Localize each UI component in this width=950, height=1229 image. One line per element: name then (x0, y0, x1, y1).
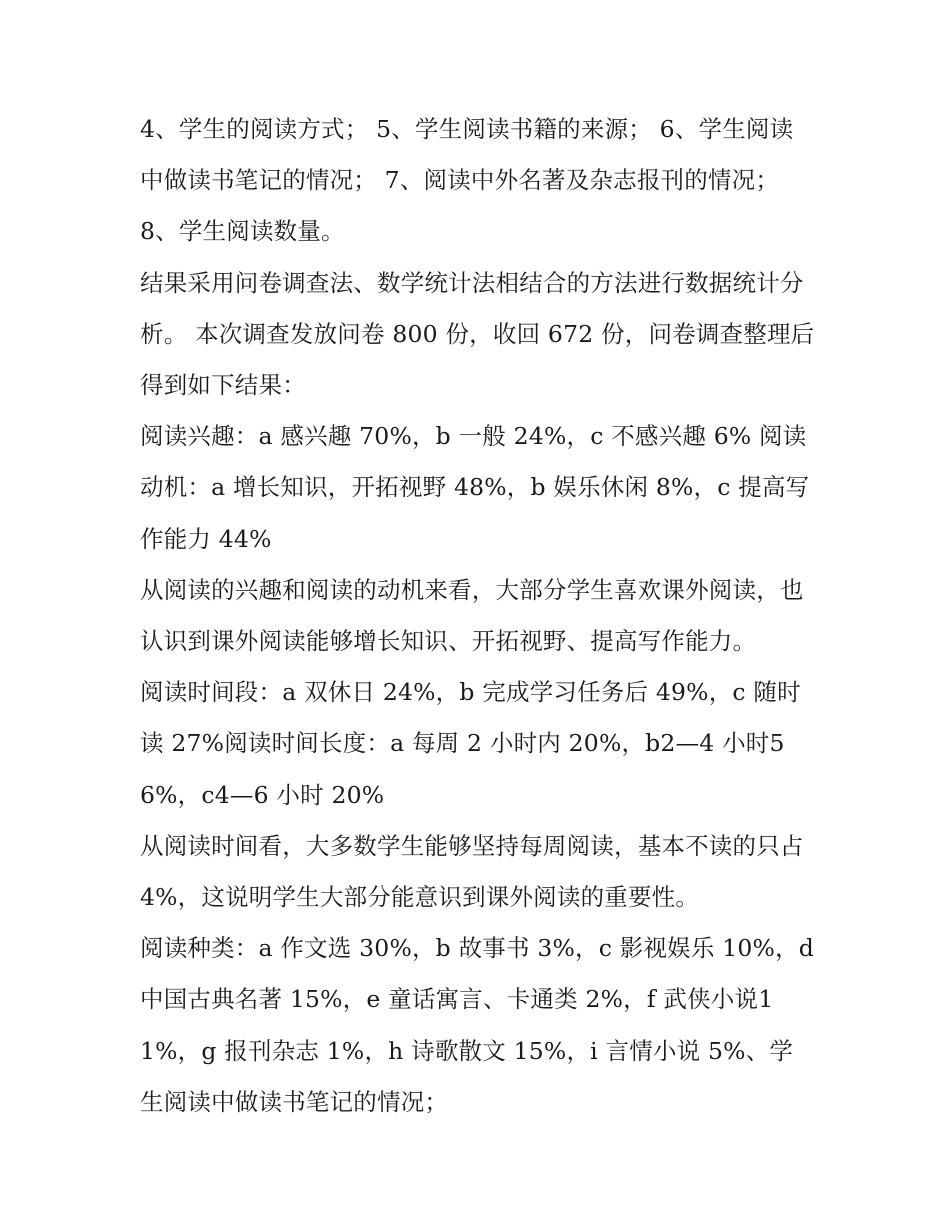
paragraph-reading-types: 阅读种类：a 作文选 30%，b 故事书 3%，c 影视娱乐 10%，d中国古典名著 15%，e 童话寓言、卡通类 2%，f 武侠小说11%，g 报刊杂志 1%，h 诗歌散文 15%，i 言情小说 5%、学生阅读中做读书笔记的情况； (140, 934, 815, 1116)
paragraph-interest-motivation: 阅读兴趣：a 感兴趣 70%，b 一般 24%，c 不感兴趣 6% 阅读动机：a 增长知识，开拓视野 48%，b 娱乐休闲 8%，c 提高写作能力 44% (140, 422, 810, 553)
document-body (140, 104, 815, 1128)
paragraph-interest-analysis: 从阅读的兴趣和阅读的动机来看，大部分学生喜欢课外阅读，也认识到课外阅读能够增长知识、开拓视野、提高写作能力。 (140, 575, 804, 656)
paragraph-time-analysis: 从阅读时间看，大多数学生能够坚持每周阅读，基本不读的只占 4%，这说明学生大部分能意识到课外阅读的重要性。 (140, 831, 804, 912)
paragraph-reading-time: 阅读时间段：a 双休日 24%，b 完成学习任务后 49%，c 随时读 27%阅读时间长度：a 每周 2 小时内 20%，b2—4 小时56%，c4—6 小时 20% (140, 678, 801, 809)
paragraph-survey-items: 4、学生的阅读方式； 5、学生阅读书籍的来源； 6、学生阅读中做读书笔记的情况； 7、阅读中外名著及杂志报刊的情况；8、学生阅读数量。 (140, 115, 794, 246)
paragraph-method: 结果采用问卷调查法、数学统计法相结合的方法进行数据统计分析。 本次调查发放问卷 800 份，收回 672 份，问卷调查整理后得到如下结果： (140, 268, 815, 400)
